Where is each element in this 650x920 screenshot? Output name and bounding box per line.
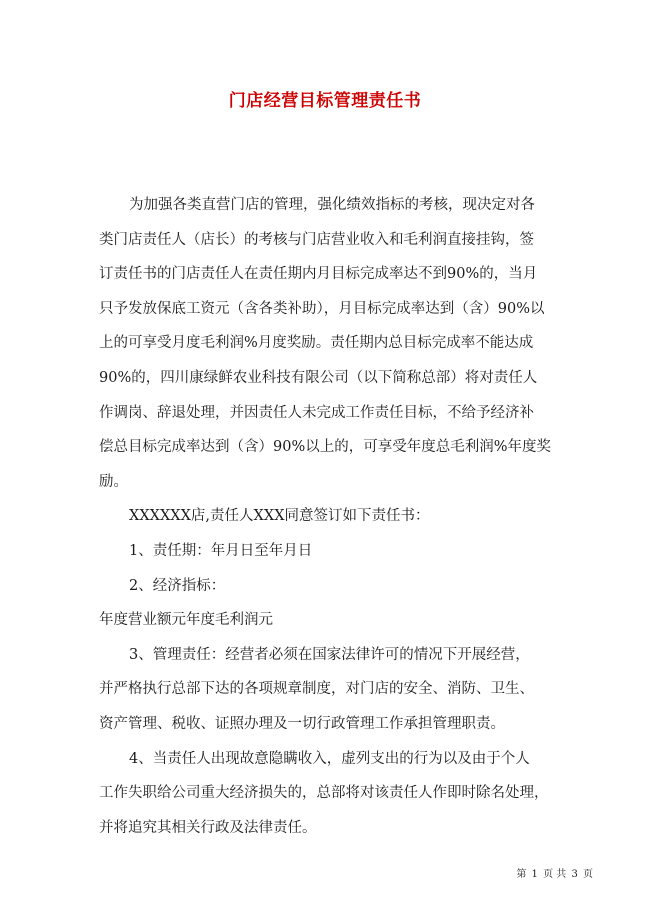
- footer-page-number: 1: [531, 869, 538, 880]
- paragraph-line: 偿总目标完成率达到（含）90%以上的，可享受年度总毛利润%年度奖: [99, 439, 552, 456]
- footer-middle: 页 共: [543, 869, 567, 880]
- paragraph-line: 订责任书的门店责任人在责任期内月目标完成率达不到90%的，当月: [99, 266, 538, 283]
- item-3-line: 3、管理责任：经营者必须在国家法律许可的情况下开展经营，: [129, 646, 530, 663]
- page-title: 门店经营目标管理责任书: [228, 91, 422, 111]
- agreement-line: XXXXXX店,责任人XXX同意签订如下责任书：: [129, 508, 430, 525]
- footer-total-pages: 3: [571, 869, 578, 880]
- item-4-line: 4、当责任人出现故意隐瞒收入，虚列支出的行为以及由于个人: [129, 750, 530, 767]
- item-4-line: 并将追究其相关行政及法律责任。: [99, 819, 317, 836]
- item-3-line: 并严格执行总部下达的各项规章制度，对门店的安全、消防、卫生、: [99, 681, 534, 698]
- paragraph-line: 作调岗、辞退处理，并因责任人未完成工作责任目标，不给予经济补: [99, 404, 534, 421]
- item-4-line: 工作失职给公司重大经济损失的，总部将对该责任人作即时除名处理，: [99, 785, 549, 802]
- item-1: 1、责任期：年月日至年月日: [129, 542, 313, 559]
- paragraph-line: 只予发放保底工资元（含各类补助），月目标完成率达到（含）90%以: [99, 300, 545, 317]
- footer-prefix: 第: [516, 869, 527, 880]
- paragraph-line: 励。: [99, 473, 128, 490]
- paragraph-line: 类门店责任人（店长）的考核与门店营业收入和毛利润直接挂钩，签: [99, 231, 534, 248]
- item-2-detail: 年度营业额元年度毛利润元: [99, 612, 273, 629]
- item-2: 2、经济指标：: [129, 577, 226, 594]
- item-3-line: 资产管理、税收、证照办理及一切行政管理工作承担管理职责。: [99, 715, 505, 732]
- page-footer: [515, 865, 594, 880]
- paragraph-line: 上的可享受月度毛利润%月度奖励。责任期内总目标完成率不能达成: [99, 335, 534, 352]
- footer-suffix: 页: [583, 869, 593, 880]
- document-body: [99, 188, 571, 845]
- paragraph-line: 为加强各类直营门店的管理，强化绩效指标的考核，现决定对各: [129, 197, 535, 213]
- paragraph-line: 90%的，四川康绿鲜农业科技有限公司（以下简称总部）将对责任人: [99, 369, 538, 386]
